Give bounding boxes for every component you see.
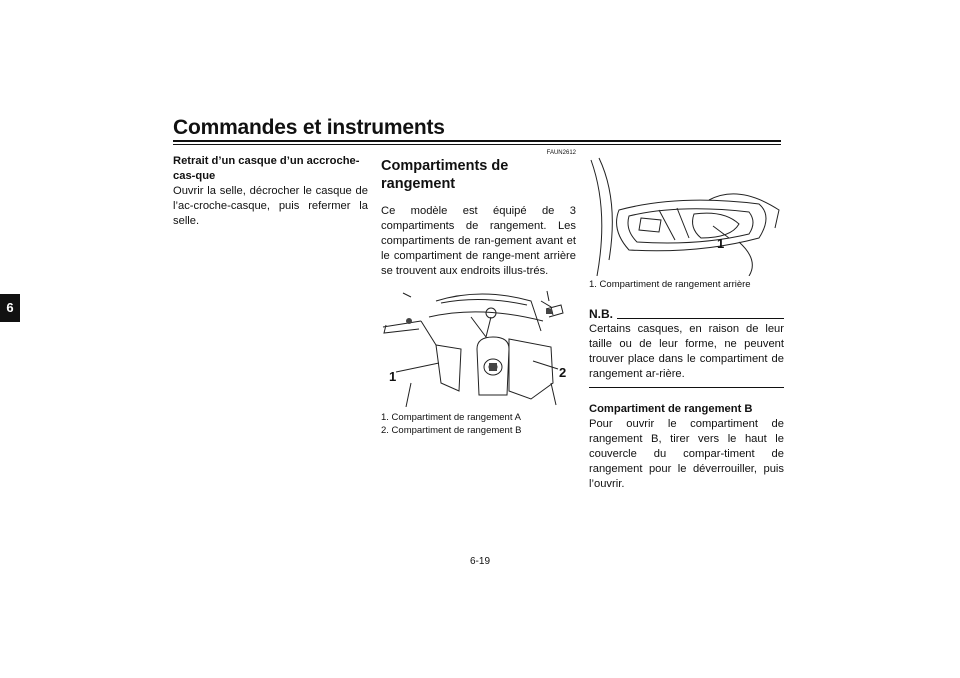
header-rule-thick: [173, 140, 781, 142]
note-text: Certains casques, en raison de leur taille ou de leur forme, ne peuvent trouver place dans le compartiment de rangement ar-rière.: [589, 323, 784, 380]
chapter-tab: 6: [0, 294, 20, 322]
compartment-b-text: Pour ouvrir le compartiment de rangement B, tirer vers le haut le couvercle du compar-timent de rangement pour le déverrouiller, puis l’ouvrir.: [589, 418, 784, 490]
figure-caption-2: 2. Compartiment de rangement B: [381, 425, 522, 436]
helmet-removal-subhead: Retrait d’un casque d’un accroche-cas-que: [173, 155, 360, 182]
page-number: 6-19: [469, 556, 490, 567]
rear-storage-illustration: [589, 150, 784, 276]
note-label: N.B.: [589, 307, 613, 321]
section-code: FAUN2612: [546, 150, 576, 156]
figure-caption: 1. Compartiment de rangement arrière: [589, 279, 751, 290]
callout-1: 1: [717, 236, 725, 251]
column-2: [381, 150, 576, 437]
rear-storage-drawing: [589, 150, 784, 276]
note-header: [589, 307, 784, 322]
figure-caption-1: 1. Compartiment de rangement A: [381, 412, 521, 423]
note-rule: [617, 318, 784, 319]
helmet-removal-text: Ouvrir la selle, décrocher le casque de l’ac-croche-casque, puis refermer la selle.: [173, 185, 368, 227]
page-title: Commandes et instruments: [173, 116, 445, 139]
column-1: [173, 154, 368, 229]
front-storage-drawing: [381, 287, 576, 407]
section-title: Compartiments de rangement: [381, 158, 509, 192]
callout-2: 2: [559, 365, 567, 380]
note-end-rule: [589, 387, 784, 388]
compartment-b-subhead: Compartiment de rangement B: [589, 403, 753, 415]
column-3: [589, 150, 784, 492]
callout-1: 1: [389, 369, 397, 384]
storage-intro-text: Ce modèle est équipé de 3 compartiments de rangement. Les compartiments de ran-gement avant et le compartiment de range-ment arrière se trouvent aux endroits illus-trés.: [381, 205, 576, 277]
front-storage-illustration: [381, 287, 576, 407]
header-rule-thin: [173, 144, 781, 145]
